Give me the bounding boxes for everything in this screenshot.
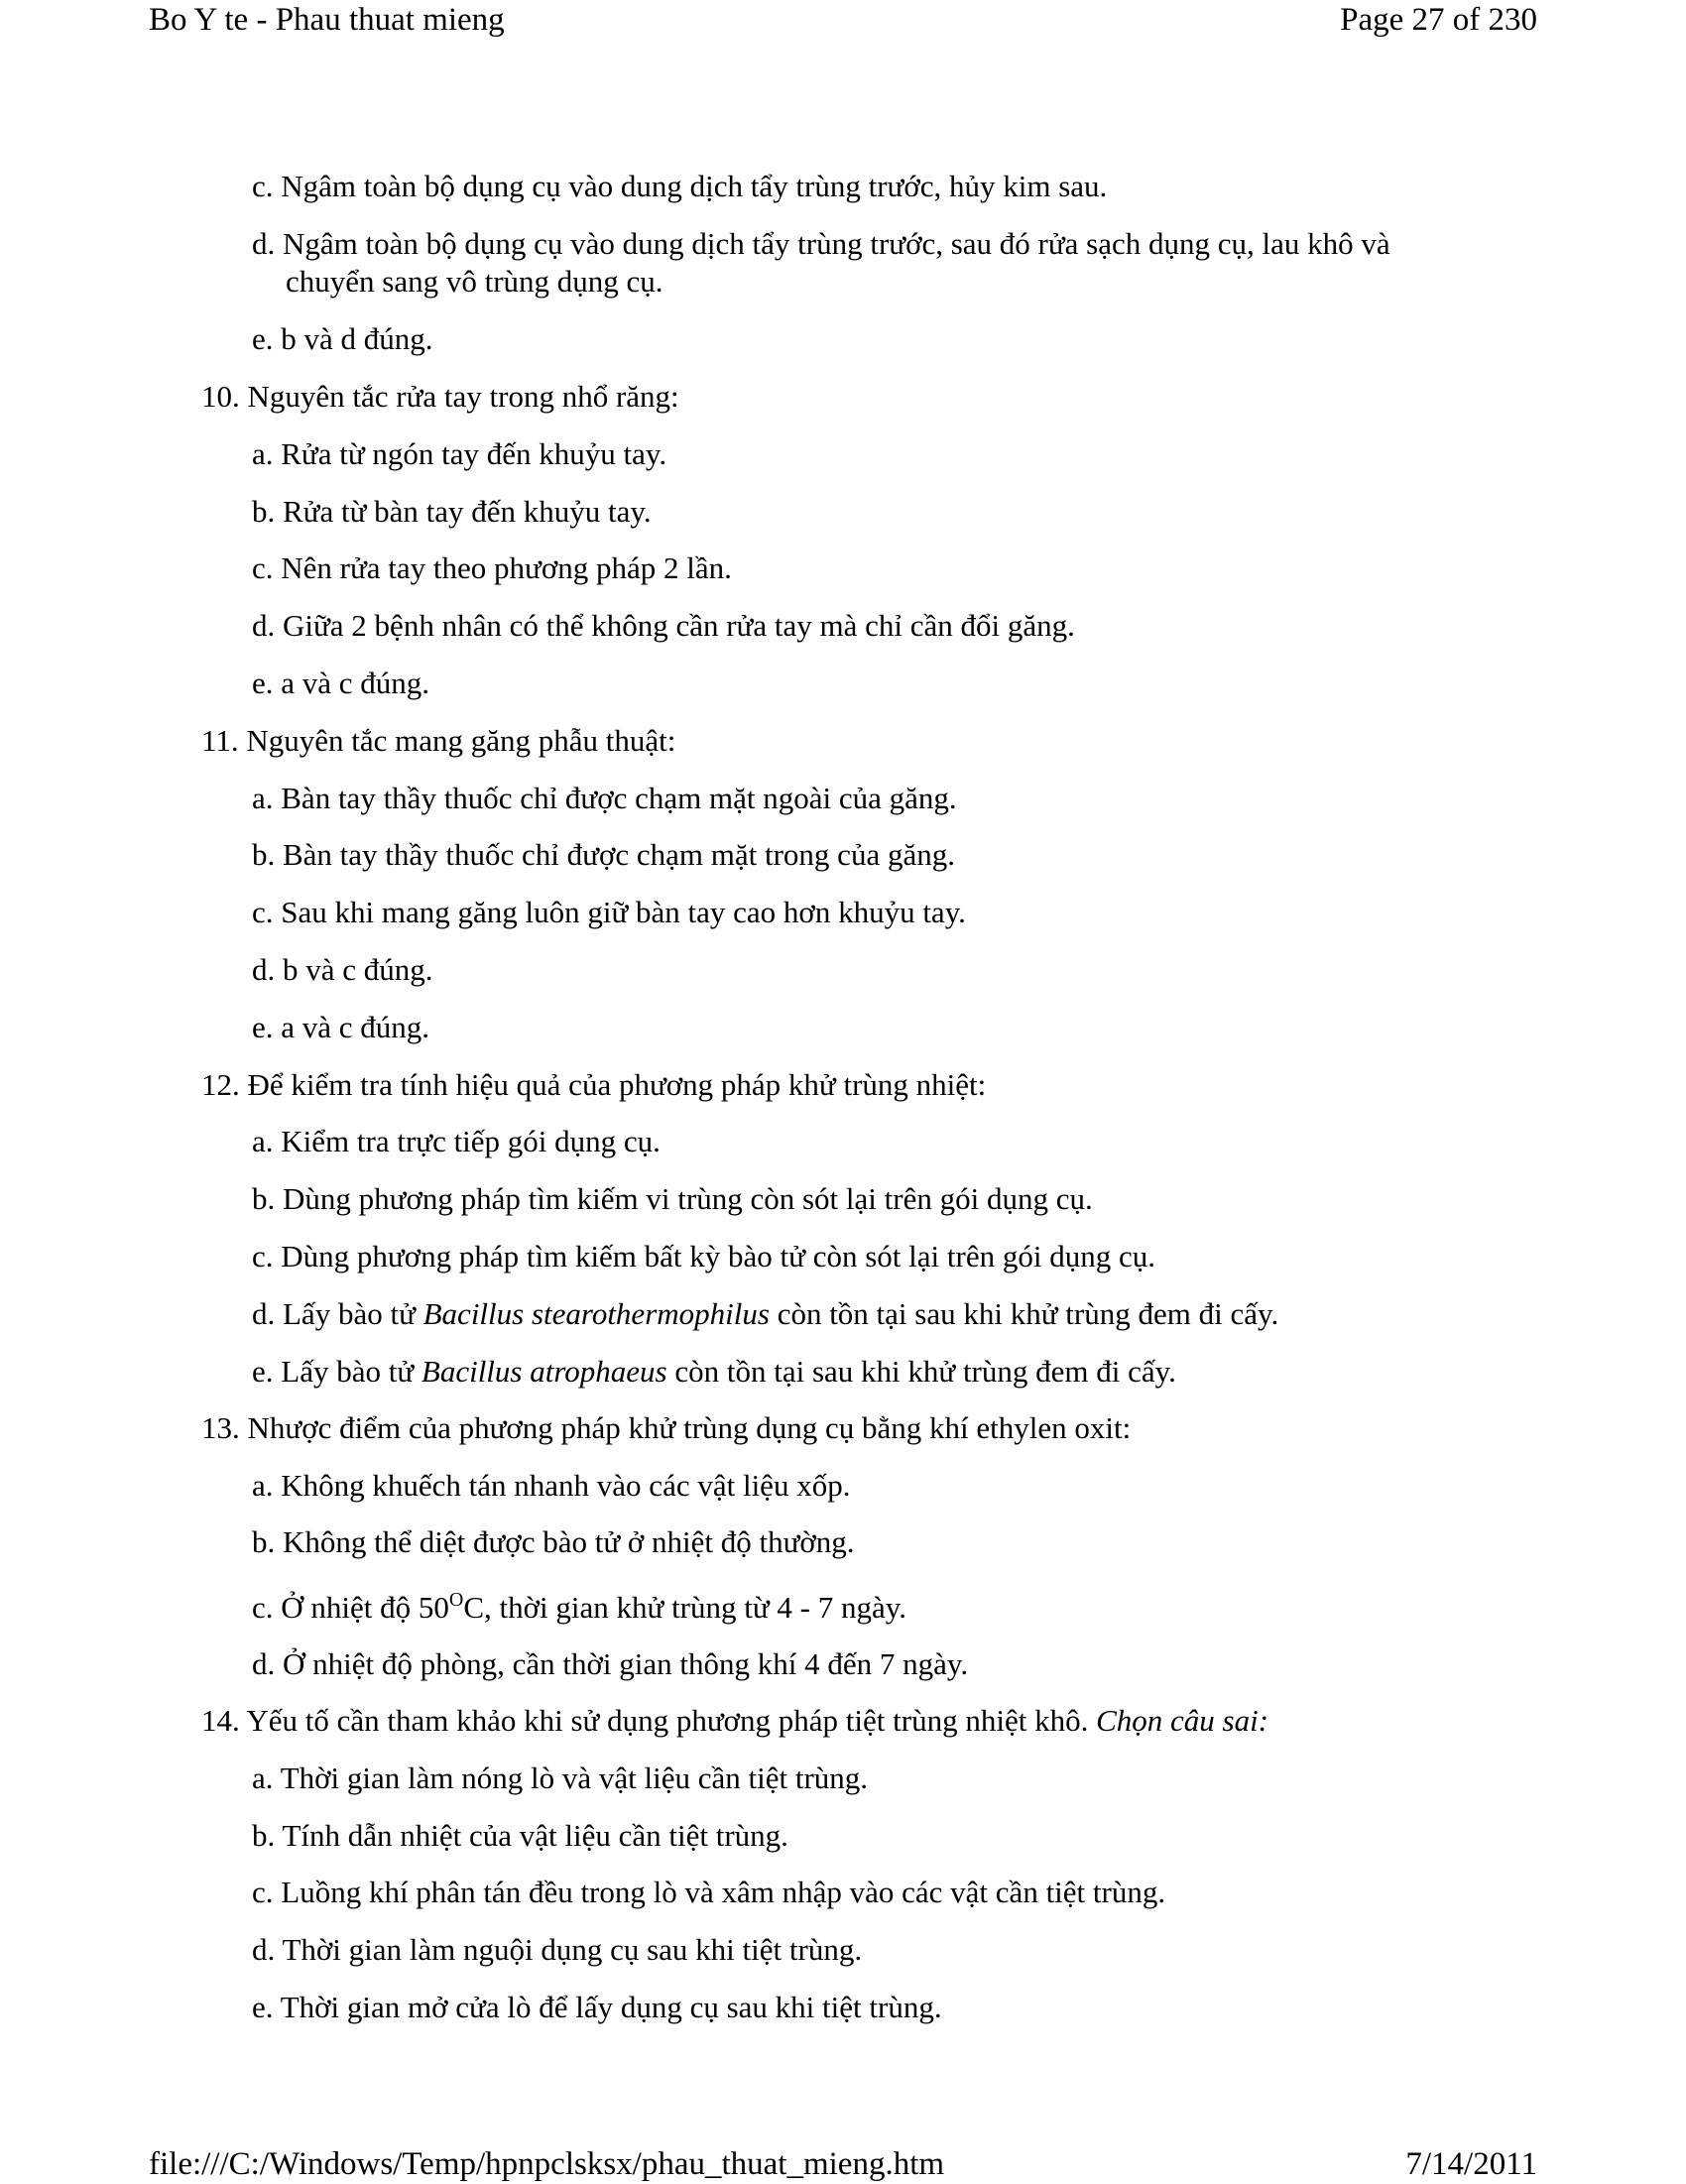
q13-option-c (252, 1588, 906, 1628)
q10-option-c: c. Nên rửa tay theo phương pháp 2 lần. (252, 550, 732, 585)
q12-title: 12. Để kiểm tra tính hiệu quả của phương pháp khử trùng nhiệt: (201, 1067, 987, 1102)
q12-option-e-text: e. Lấy bào tử (252, 1354, 422, 1389)
q10-title: 10. Nguyên tắc rửa tay trong nhổ răng: (201, 379, 679, 414)
q12-option-e-rest: còn tồn tại sau khi khử trùng đem đi cấy. (666, 1354, 1176, 1389)
q13-option-c-text: c. Ở nhiệt độ 50 (252, 1590, 449, 1625)
q11-option-b: b. Bàn tay thầy thuốc chỉ được chạm mặt trong của găng. (252, 837, 955, 872)
q12-option-d-species: Bacillus stearothermophilus (422, 1296, 770, 1331)
q12-option-d-text: d. Lấy bào tử (252, 1296, 423, 1331)
q11-option-a: a. Bàn tay thầy thuốc chỉ được chạm mặt ngoài của găng. (252, 781, 957, 815)
q9-option-d-line2: chuyển sang vô trùng dụng cụ. (286, 264, 663, 299)
q12-option-d (252, 1294, 1278, 1334)
q13-option-a: a. Không khuếch tán nhanh vào các vật liệu xốp. (252, 1468, 851, 1503)
q11-option-c: c. Sau khi mang găng luôn giữ bàn tay cao hơn khuỷu tay. (252, 895, 966, 929)
q10-option-d: d. Giữa 2 bệnh nhân có thể không cần rửa tay mà chỉ cần đổi găng. (252, 608, 1075, 643)
q14-option-e: e. Thời gian mở cửa lò để lấy dụng cụ sau khi tiệt trùng. (252, 1990, 942, 2024)
footer-file-path: file:///C:/Windows/Temp/hpnpclsksx/phau_thuat_mieng.htm (149, 2146, 945, 2182)
q14-option-b: b. Tính dẫn nhiệt của vật liệu cần tiệt trùng. (252, 1818, 788, 1853)
degree-superscript: O (448, 1589, 464, 1611)
q14-option-a: a. Thời gian làm nóng lò và vật liệu cần tiệt trùng. (252, 1760, 869, 1795)
q10-option-b: b. Rửa từ bàn tay đến khuỷu tay. (252, 494, 652, 529)
q12-option-d-rest: còn tồn tại sau khi khử trùng đem đi cấy. (769, 1296, 1279, 1331)
q14-title-instruction: Chọn câu sai: (1096, 1703, 1269, 1738)
q11-option-d: d. b và c đúng. (252, 952, 433, 987)
q10-option-a: a. Rửa từ ngón tay đến khuỷu tay. (252, 436, 667, 471)
q11-title: 11. Nguyên tắc mang găng phẫu thuật: (201, 723, 676, 758)
q10-option-e: e. a và c đúng. (252, 666, 430, 700)
q13-option-b: b. Không thể diệt được bào tử ở nhiệt độ thường. (252, 1524, 855, 1559)
q14-title (201, 1701, 1268, 1741)
footer-date: 7/14/2011 (1405, 2146, 1537, 2182)
q12-option-c: c. Dùng phương pháp tìm kiếm bất kỳ bào tử còn sót lại trên gói dụng cụ. (252, 1239, 1155, 1274)
q13-option-c-rest: C, thời gian khử trùng từ 4 - 7 ngày. (463, 1590, 906, 1625)
q9-option-e: e. b và d đúng. (252, 321, 433, 356)
q14-title-text: 14. Yếu tố cần tham khảo khi sử dụng phương pháp tiệt trùng nhiệt khô. (201, 1703, 1097, 1738)
q9-option-c: c. Ngâm toàn bộ dụng cụ vào dung dịch tẩy trùng trước, hủy kim sau. (252, 169, 1108, 203)
q14-option-c: c. Luồng khí phân tán đều trong lò và xâm nhập vào các vật cần tiệt trùng. (252, 1875, 1166, 1909)
q12-option-e-species: Bacillus atrophaeus (421, 1354, 667, 1389)
q12-option-e (252, 1352, 1176, 1392)
q9-option-d-line1: d. Ngâm toàn bộ dụng cụ vào dung dịch tẩy trùng trước, sau đó rửa sạch dụng cụ, lau khô và (252, 226, 1390, 261)
q11-option-e: e. a và c đúng. (252, 1010, 430, 1044)
q13-title: 13. Nhược điểm của phương pháp khử trùng dụng cụ bằng khí ethylen oxit: (201, 1410, 1132, 1445)
q12-option-a: a. Kiểm tra trực tiếp gói dụng cụ. (252, 1124, 661, 1158)
header-page-number: Page 27 of 230 (1340, 2, 1537, 38)
q12-option-b: b. Dùng phương pháp tìm kiếm vi trùng còn sót lại trên gói dụng cụ. (252, 1181, 1093, 1216)
q13-option-d: d. Ở nhiệt độ phòng, cần thời gian thông khí 4 đến 7 ngày. (252, 1646, 969, 1681)
header-document-title: Bo Y te - Phau thuat mieng (149, 2, 505, 38)
q14-option-d: d. Thời gian làm nguội dụng cụ sau khi tiệt trùng. (252, 1932, 863, 1967)
